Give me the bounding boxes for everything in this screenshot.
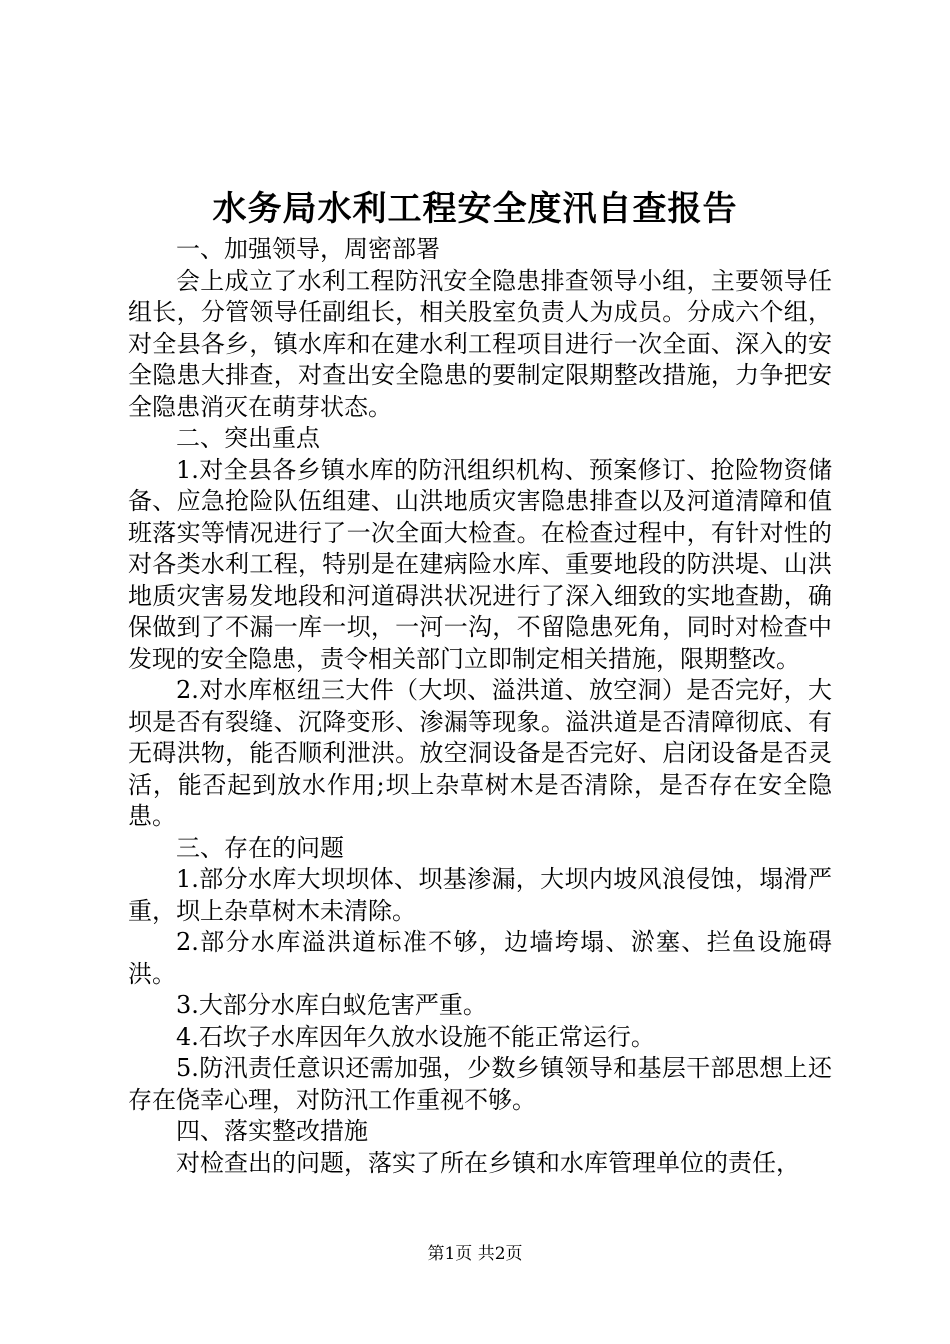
paragraph-2-item-2: 2.对水库枢纽三大件（大坝、溢洪道、放空洞）是否完好，大坝是否有裂缝、沉降变形、渗漏等现象。溢洪道是否清障彻底、有无碍洪物，能否顺利泄洪。放空洞设备是否完好、启闭设备是否灵活，能否起到放水作用;坝上杂草树木是否清除，是否存在安全隐患。 [128, 676, 832, 830]
paragraph-1: 会上成立了水利工程防汛安全隐患排查领导小组，主要领导任组长，分管领导任副组长，相关股室负责人为成员。分成六个组，对全县各乡，镇水库和在建水利工程项目进行一次全面、深入的安全隐患大排查，对查出安全隐患的要制定限期整改措施，力争把安全隐患消灭在萌芽状态。 [128, 266, 832, 421]
page-footer: 第1页 共2页 [427, 1244, 523, 1264]
paragraph-2-item-1: 1.对全县各乡镇水库的防汛组织机构、预案修订、抢险物资储备、应急抢险队伍组建、山洪地质灾害隐患排查以及河道清障和值班落实等情况进行了一次全面大检查。在检查过程中，有针对性的对各类水利工程，特别是在建病险水库、重要地段的防洪堤、山洪地质灾害易发地段和河道碍洪状况进行了深入细致的实地查勘，确保做到了不漏一库一坝，一河一沟，不留隐患死角，同时对检查中发现的安全隐患，责令相关部门立即制定相关措施，限期整改。 [128, 455, 832, 673]
section-heading-1: 一、加强领导，周密部署 [176, 235, 440, 263]
section-heading-2: 二、突出重点 [176, 424, 320, 452]
document-body [128, 234, 832, 1179]
document-title: 水务局水利工程安全度汛自查报告 [212, 189, 738, 229]
section-heading-4: 四、落实整改措施 [176, 1117, 368, 1145]
paragraph-3-item-5: 5.防汛责任意识还需加强，少数乡镇领导和基层干部思想上还存在侥幸心理，对防汛工作重视不够。 [128, 1054, 832, 1114]
paragraph-3-item-4: 4.石坎子水库因年久放水设施不能正常运行。 [176, 1022, 655, 1051]
paragraph-3-item-1: 1.部分水库大坝坝体、坝基渗漏，大坝内坡风浪侵蚀，塌滑严重，坝上杂草树木未清除。 [128, 865, 832, 925]
section-heading-3: 三、存在的问题 [176, 833, 344, 862]
paragraph-4: 对检查出的问题，落实了所在乡镇和水库管理单位的责任， [176, 1148, 800, 1177]
paragraph-3-item-3: 3.大部分水库白蚁危害严重。 [176, 991, 487, 1019]
paragraph-3-item-2: 2.部分水库溢洪道标准不够，边墙垮塌、淤塞、拦鱼设施碍洪。 [128, 928, 832, 988]
